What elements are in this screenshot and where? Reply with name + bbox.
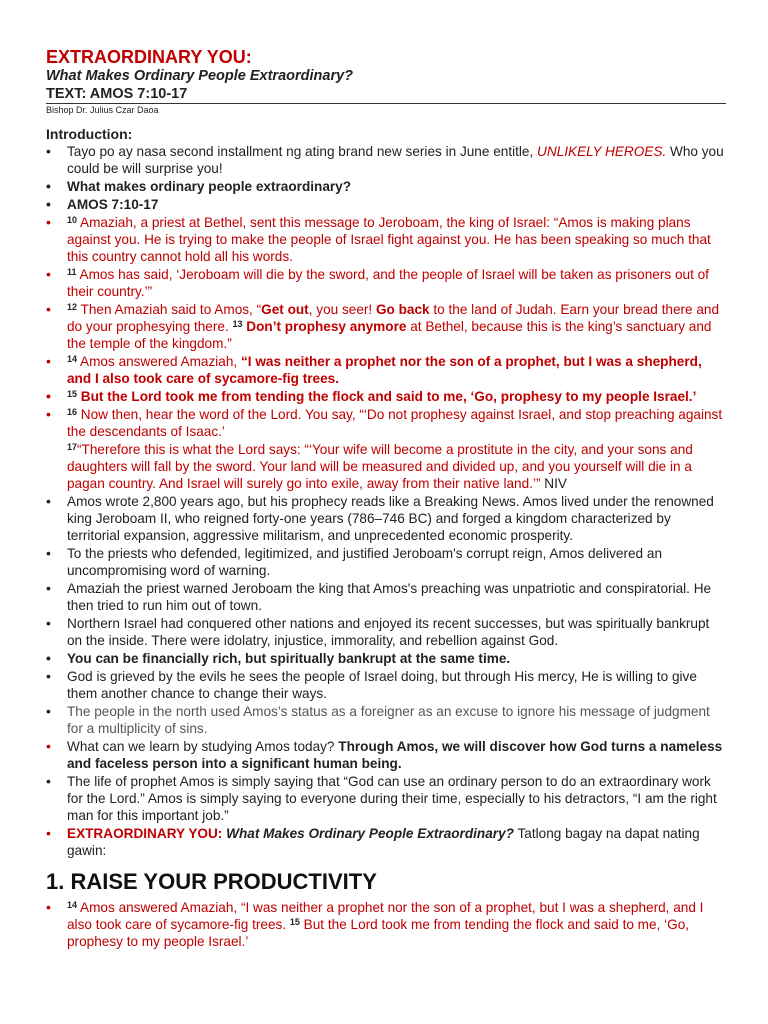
document-title: EXTRAORDINARY YOU: [46,47,252,67]
document-page [46,47,726,951]
author-name: Bishop Dr. Julius Czar Daoa [46,105,159,115]
verse-11: • $^{11}$ Amos has said, ‘Jeroboam will die by the sword, and the people of Israel will be taken as prisoners out of their country.’” [46,266,726,300]
section-heading: 1. RAISE YOUR PRODUCTIVITY [46,869,377,894]
list-item: • Amaziah the priest warned Jeroboam the king that Amos's preaching was unpatriotic and conspiratorial. He then tried to run him out of town. [46,580,726,614]
section-1-list [46,899,726,950]
list-item: • The life of prophet Amos is simply saying that “God can use an ordinary person to do an extraordinary work for the Lord.” Amos is simply saying to everyone during their time, especially to his detractors, “I am the right man for this important job.” [46,773,726,824]
list-item: • Northern Israel had conquered other nations and enjoyed its recent successes, but was spiritually bankrupt on the inside. There were idolatry, injustice, immorality, and rebellion against God. [46,615,726,649]
list-item: • You can be financially rich, but spiritually bankrupt at the same time. [46,650,726,667]
list-item: • Amos wrote 2,800 years ago, but his prophecy reads like a Breaking News. Amos lived under the renowned king Jeroboam II, who reigned forty-one years (786–746 BC) and forged a kingdom characterized by territorial expansion, aggressive militarism, and unprecedented economic prosperity. [46,493,726,544]
list-item: • To the priests who defended, legitimized, and justified Jeroboam's corrupt reign, Amos delivered an uncompromising word of warning. [46,545,726,579]
list-item: • EXTRAORDINARY YOU: What Makes Ordinary People Extraordinary? Tatlong bagay na dapat nating gawin: [46,825,726,859]
verse-14: • $^{14}$ Amos answered Amaziah, “I was neither a prophet nor the son of a prophet, but I was a shepherd, and I also took care of sycamore-fig trees. [46,353,726,387]
list-item: • God is grieved by the evils he sees the people of Israel doing, but through His mercy, He is willing to give them another chance to change their ways. [46,668,726,702]
scripture-reference: TEXT: AMOS 7:10-17 [46,86,188,102]
verse-12-13: • $^{12}$ Then Amaziah said to Amos, “Get out, you seer! Go back to the land of Judah. Earn your bread there and do your prophesying there. $^{13}$ Don’t prophesy anymore at Bethel, because this is the king’s sanctuary and the temple of the kingdom.” [46,301,726,352]
document-subtitle: What Makes Ordinary People Extraordinary? [46,68,354,84]
verse-16: • $^{16}$ Now then, hear the word of the Lord. You say, “‘Do not prophesy against Israel, and stop preaching against the descendants of Isaac.’ [46,406,726,440]
introduction-heading: Introduction: [46,126,133,142]
list-item: • What can we learn by studying Amos today? Through Amos, we will discover how God turns a nameless and faceless person into a significant human being. [46,738,726,772]
list-item: • The people in the north used Amos’s status as a foreigner as an excuse to ignore his message of judgment for a multiplicity of sins. [46,703,726,737]
verse-10: • $^{10}$ Amaziah, a priest at Bethel, sent this message to Jeroboam, the king of Israel: “Amos is making plans against you. He is trying to make the people of Israel fight against you. He has been speaking so much that this country cannot hold all his words. [46,214,726,265]
list-item: • AMOS 7:10-17 [46,196,726,213]
verse-14-15: • $^{14}$ Amos answered Amaziah, “I was neither a prophet nor the son of a prophet, but I was a shepherd, and I also took care of sycamore-fig trees. $^{15}$ But the Lord took me from tending the flock and said to me, ‘Go, prophesy to my people Israel.’ [46,899,726,950]
list-item: • What makes ordinary people extraordinary? [46,178,726,195]
introduction-list [46,143,726,440]
verse-15: • $^{15}$ But the Lord took me from tending the flock and said to me, ‘Go, prophesy to my people Israel.’ [46,388,726,405]
commentary-list [46,493,726,859]
series-name: UNLIKELY HEROES. [537,144,667,159]
list-item: • Tayo po ay nasa second installment ng ating brand new series in June entitle, UNLIKELY HEROES. Who you could be will surprise you! [46,143,726,177]
verse-17: $^{17}$“Therefore this is what the Lord says: “‘Your wife will become a prostitute in the city, and your sons and daughters will fall by the sword. Your land will be measured and divided up, and you yourself will die in a pagan country. And Israel will surely go into exile, away from their native land.’” NIV [67,442,693,491]
